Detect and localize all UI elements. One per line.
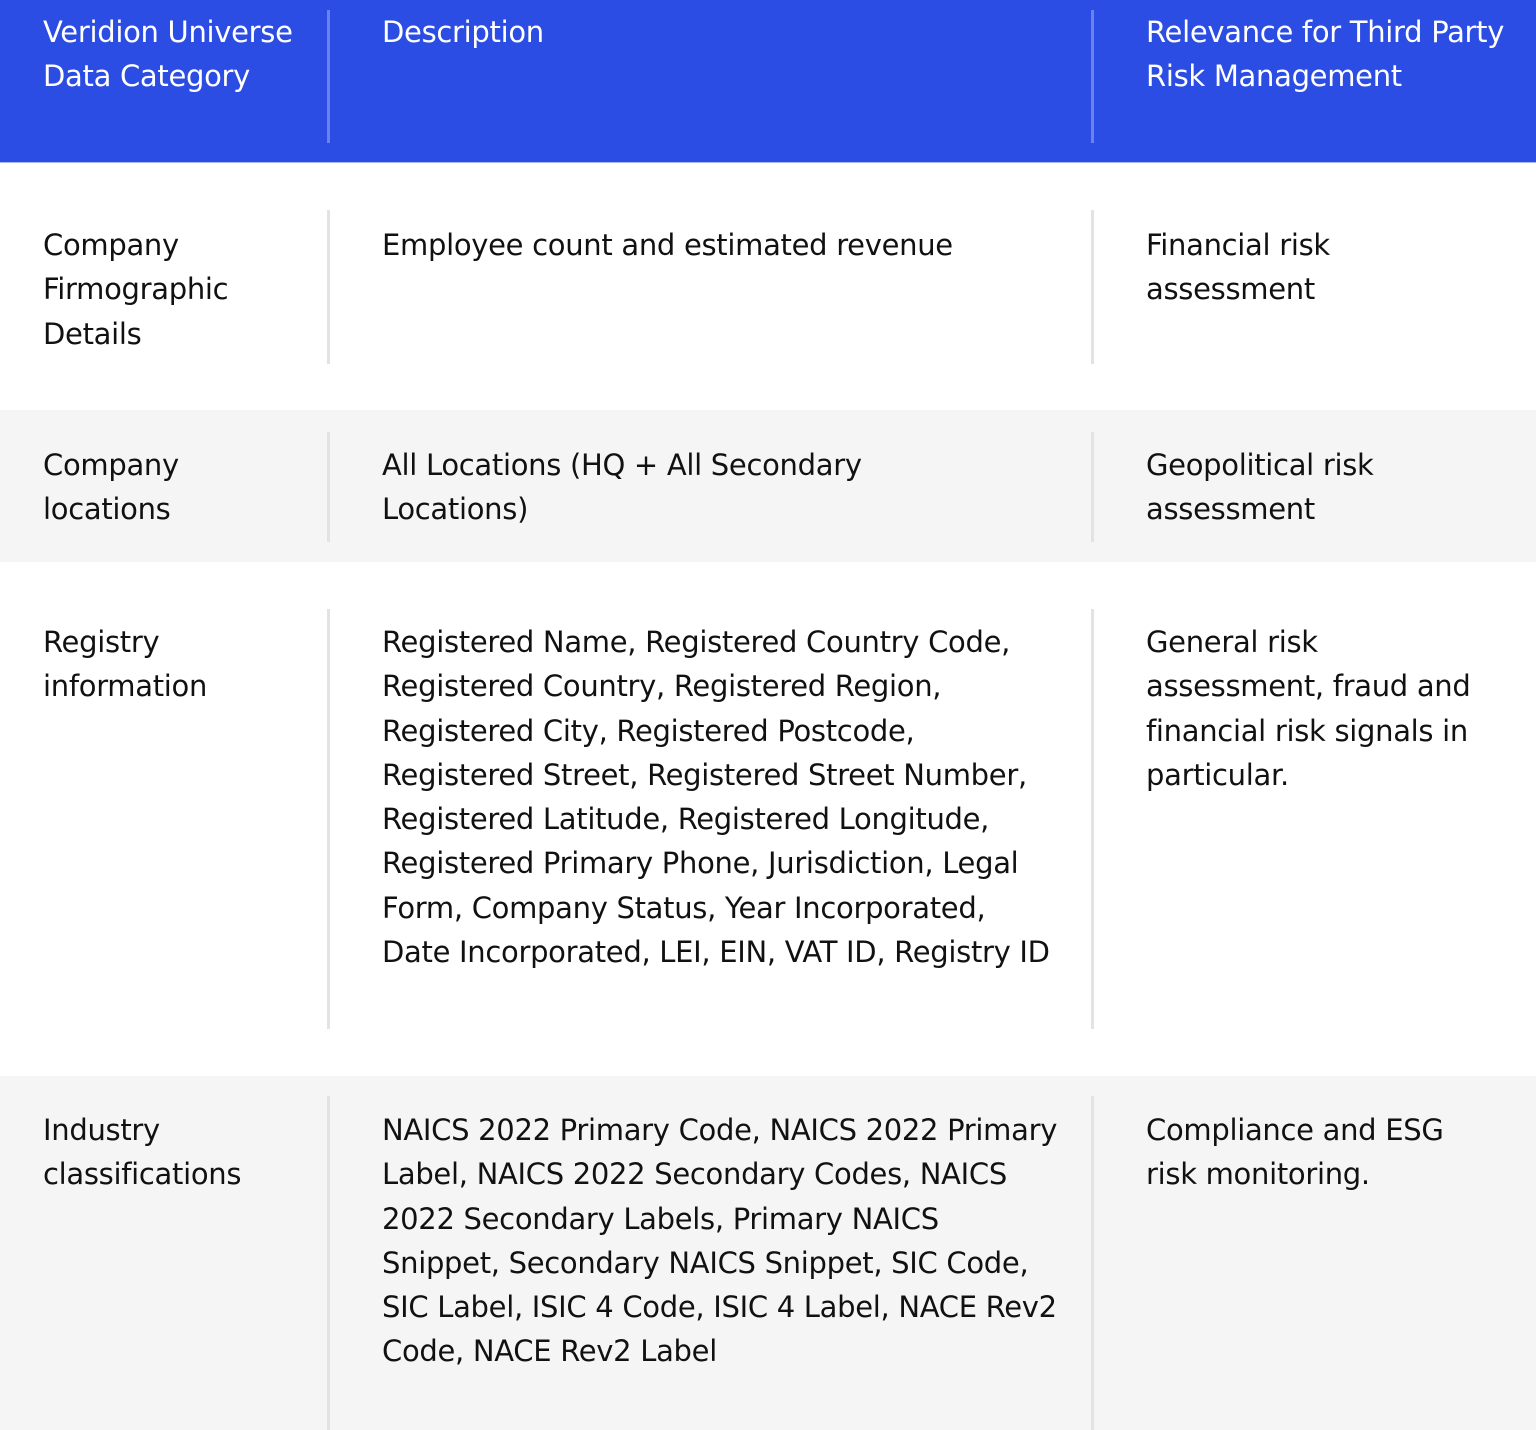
column-divider xyxy=(327,1096,330,1430)
row-description: Registered Name, Registered Country Code, Registered Country, Registered Region, Registered City, Registered Postcode, Registered Street, Registered Street Number, Registered Latitude, Registered Longitude, Registered Primary Phone, Jurisdiction, Legal Form, Company Status, Year Incorporated, Date Incorporated, LEI, EIN, VAT ID, Registry ID xyxy=(382,625,1050,970)
column-divider xyxy=(327,10,330,143)
row-description: All Locations (HQ + All Secondary Locations) xyxy=(382,448,862,527)
column-divider xyxy=(1091,609,1094,1029)
row-relevance: General risk assessment, fraud and financial risk signals in particular. xyxy=(1146,625,1471,792)
row-description: Employee count and estimated revenue xyxy=(382,228,953,262)
column-divider xyxy=(1091,10,1094,143)
header-category: Veridion Universe Data Category xyxy=(43,15,293,94)
column-divider xyxy=(327,432,330,542)
row-category: Industry classifications xyxy=(43,1113,242,1192)
table-row xyxy=(0,562,1536,1076)
header-relevance: Relevance for Third Party Risk Management xyxy=(1146,15,1505,94)
column-divider xyxy=(1091,210,1094,364)
table-row xyxy=(0,410,1536,562)
row-category: Registry information xyxy=(43,625,208,704)
column-divider xyxy=(327,609,330,1029)
row-relevance: Compliance and ESG risk monitoring. xyxy=(1146,1113,1444,1192)
table-row xyxy=(0,1076,1536,1430)
row-description: NAICS 2022 Primary Code, NAICS 2022 Primary Label, NAICS 2022 Secondary Codes, NAICS 2022 Secondary Labels, Primary NAICS Snippet, Secondary NAICS Snippet, SIC Code, SIC Label, ISIC 4 Code, ISIC 4 Label, NACE Rev2 Code, NACE Rev2 Label xyxy=(382,1113,1058,1369)
column-divider xyxy=(1091,432,1094,542)
row-relevance: Geopolitical risk assessment xyxy=(1146,448,1374,527)
table-header xyxy=(0,0,1536,163)
row-category: Company locations xyxy=(43,448,179,527)
header-description: Description xyxy=(382,15,544,49)
column-divider xyxy=(327,210,330,364)
row-relevance: Financial risk assessment xyxy=(1146,228,1330,307)
row-category: Company Firmographic Details xyxy=(43,228,229,351)
column-divider xyxy=(1091,1096,1094,1430)
table-row xyxy=(0,163,1536,410)
